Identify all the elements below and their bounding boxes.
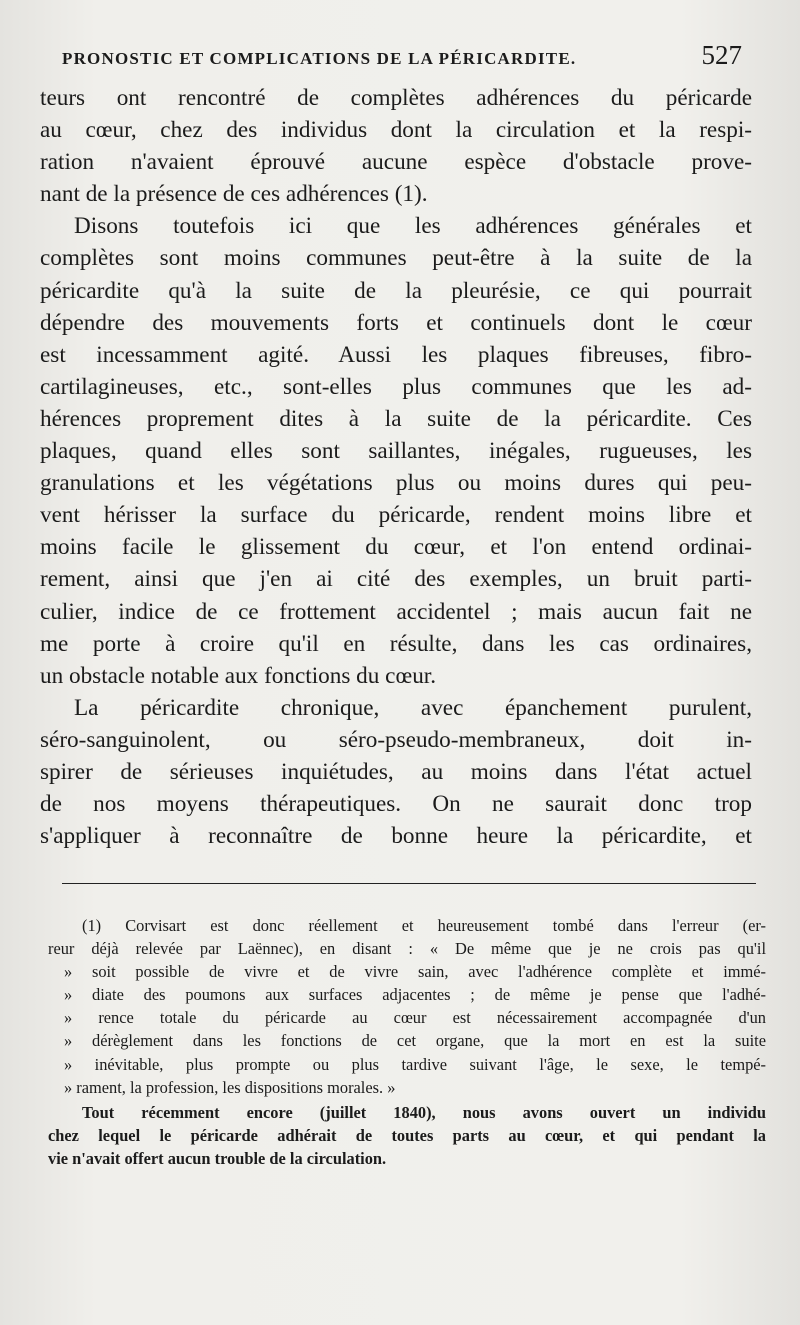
text-line: dépendre des mouvements forts et continuels dont le cœur bbox=[40, 309, 752, 336]
page-header bbox=[62, 40, 742, 71]
text-line: teurs ont rencontré de complètes adhérences du péricarde bbox=[40, 85, 752, 111]
text-line: complètes sont moins communes peut-être à la suite de la bbox=[40, 245, 752, 272]
footnote-line: (1) Corvisart est donc réellement et heureusement tombé dans l'erreur (er- bbox=[82, 916, 766, 935]
text-line: un obstacle notable aux fonctions du cœur. bbox=[40, 662, 437, 689]
text-line: plaques, quand elles sont saillantes, inégales, rugueuses, les bbox=[40, 438, 752, 465]
footnote-divider bbox=[62, 883, 756, 884]
text-line: me porte à croire qu'il en résulte, dans les cas ordinaires, bbox=[40, 630, 752, 657]
text-line: cartilagineuses, etc., sont-elles plus communes que les ad- bbox=[40, 373, 752, 400]
text-line: vent hérisser la surface du péricarde, rendent moins libre et bbox=[40, 502, 752, 529]
text-line: Disons toutefois ici que les adhérences générales et bbox=[74, 213, 752, 240]
footnote-line: » inévitable, plus prompte ou plus tardive suivant l'âge, le sexe, le tempé- bbox=[64, 1054, 766, 1074]
footnote-line: » dérèglement dans les fonctions de cet organe, que la mort en est la suite bbox=[64, 1031, 766, 1051]
text-line: ration n'avaient éprouvé aucune espèce d'obstacle prove- bbox=[40, 149, 752, 176]
footnote-line: Tout récemment encore (juillet 1840), nous avons ouvert un individu bbox=[82, 1102, 766, 1122]
footnote-line: » diate des poumons aux surfaces adjacentes ; de même je pense que l'adhé- bbox=[64, 985, 766, 1005]
footnote-1 bbox=[48, 914, 766, 1099]
text-line: s'appliquer à reconnaître de bonne heure la péricardite, et bbox=[40, 823, 752, 850]
text-line: séro-sanguinolent, ou séro-pseudo-membraneux, doit in- bbox=[40, 726, 752, 753]
text-line: au cœur, chez des individus dont la circulation et la respi- bbox=[40, 117, 752, 144]
text-line: péricardite qu'à la suite de la pleurésie, ce qui pourrait bbox=[40, 277, 752, 304]
page-number: 527 bbox=[701, 40, 742, 70]
text-line: culier, indice de ce frottement accidentel ; mais aucun fait ne bbox=[40, 598, 752, 625]
footnote-line: » rence totale du péricarde au cœur est nécessairement accompagnée d'un bbox=[64, 1008, 766, 1028]
footnote-line: reur déjà relevée par Laënnec), en disant : « De même que je ne crois pas qu'il bbox=[48, 939, 766, 959]
text-line: moins facile le glissement du cœur, et l'on entend ordinai- bbox=[40, 534, 752, 561]
text-line: de nos moyens thérapeutiques. On ne saurait donc trop bbox=[40, 791, 752, 818]
text-line: granulations et les végétations plus ou moins dures qui peu- bbox=[40, 470, 752, 497]
footnote-line: chez lequel le péricarde adhérait de toutes parts au cœur, et qui pendant la bbox=[48, 1125, 766, 1145]
text-line: hérences proprement dites à la suite de la péricardite. Ces bbox=[40, 405, 752, 432]
text-line: rement, ainsi que j'en ai cité des exemples, un bruit parti- bbox=[40, 566, 752, 593]
footnote-2 bbox=[48, 1101, 766, 1170]
footnotes bbox=[48, 914, 766, 1170]
running-title: PRONOSTIC ET COMPLICATIONS DE LA PÉRICARDITE. bbox=[62, 49, 577, 68]
footnote-line: » soit possible de vivre et de vivre sain, avec l'adhérence complète et immé- bbox=[64, 962, 766, 982]
main-text bbox=[40, 82, 752, 852]
text-line: nant de la présence de ces adhérences (1). bbox=[40, 181, 428, 208]
footnote-line: » rament, la profession, les dispositions morales. » bbox=[64, 1077, 396, 1097]
footnote-line: vie n'avait offert aucun trouble de la circulation. bbox=[48, 1148, 387, 1168]
text-line: spirer de sérieuses inquiétudes, au moins dans l'état actuel bbox=[40, 758, 752, 785]
text-line: est incessamment agité. Aussi les plaques fibreuses, fibro- bbox=[40, 341, 752, 368]
text-line: La péricardite chronique, avec épanchement purulent, bbox=[74, 694, 752, 721]
